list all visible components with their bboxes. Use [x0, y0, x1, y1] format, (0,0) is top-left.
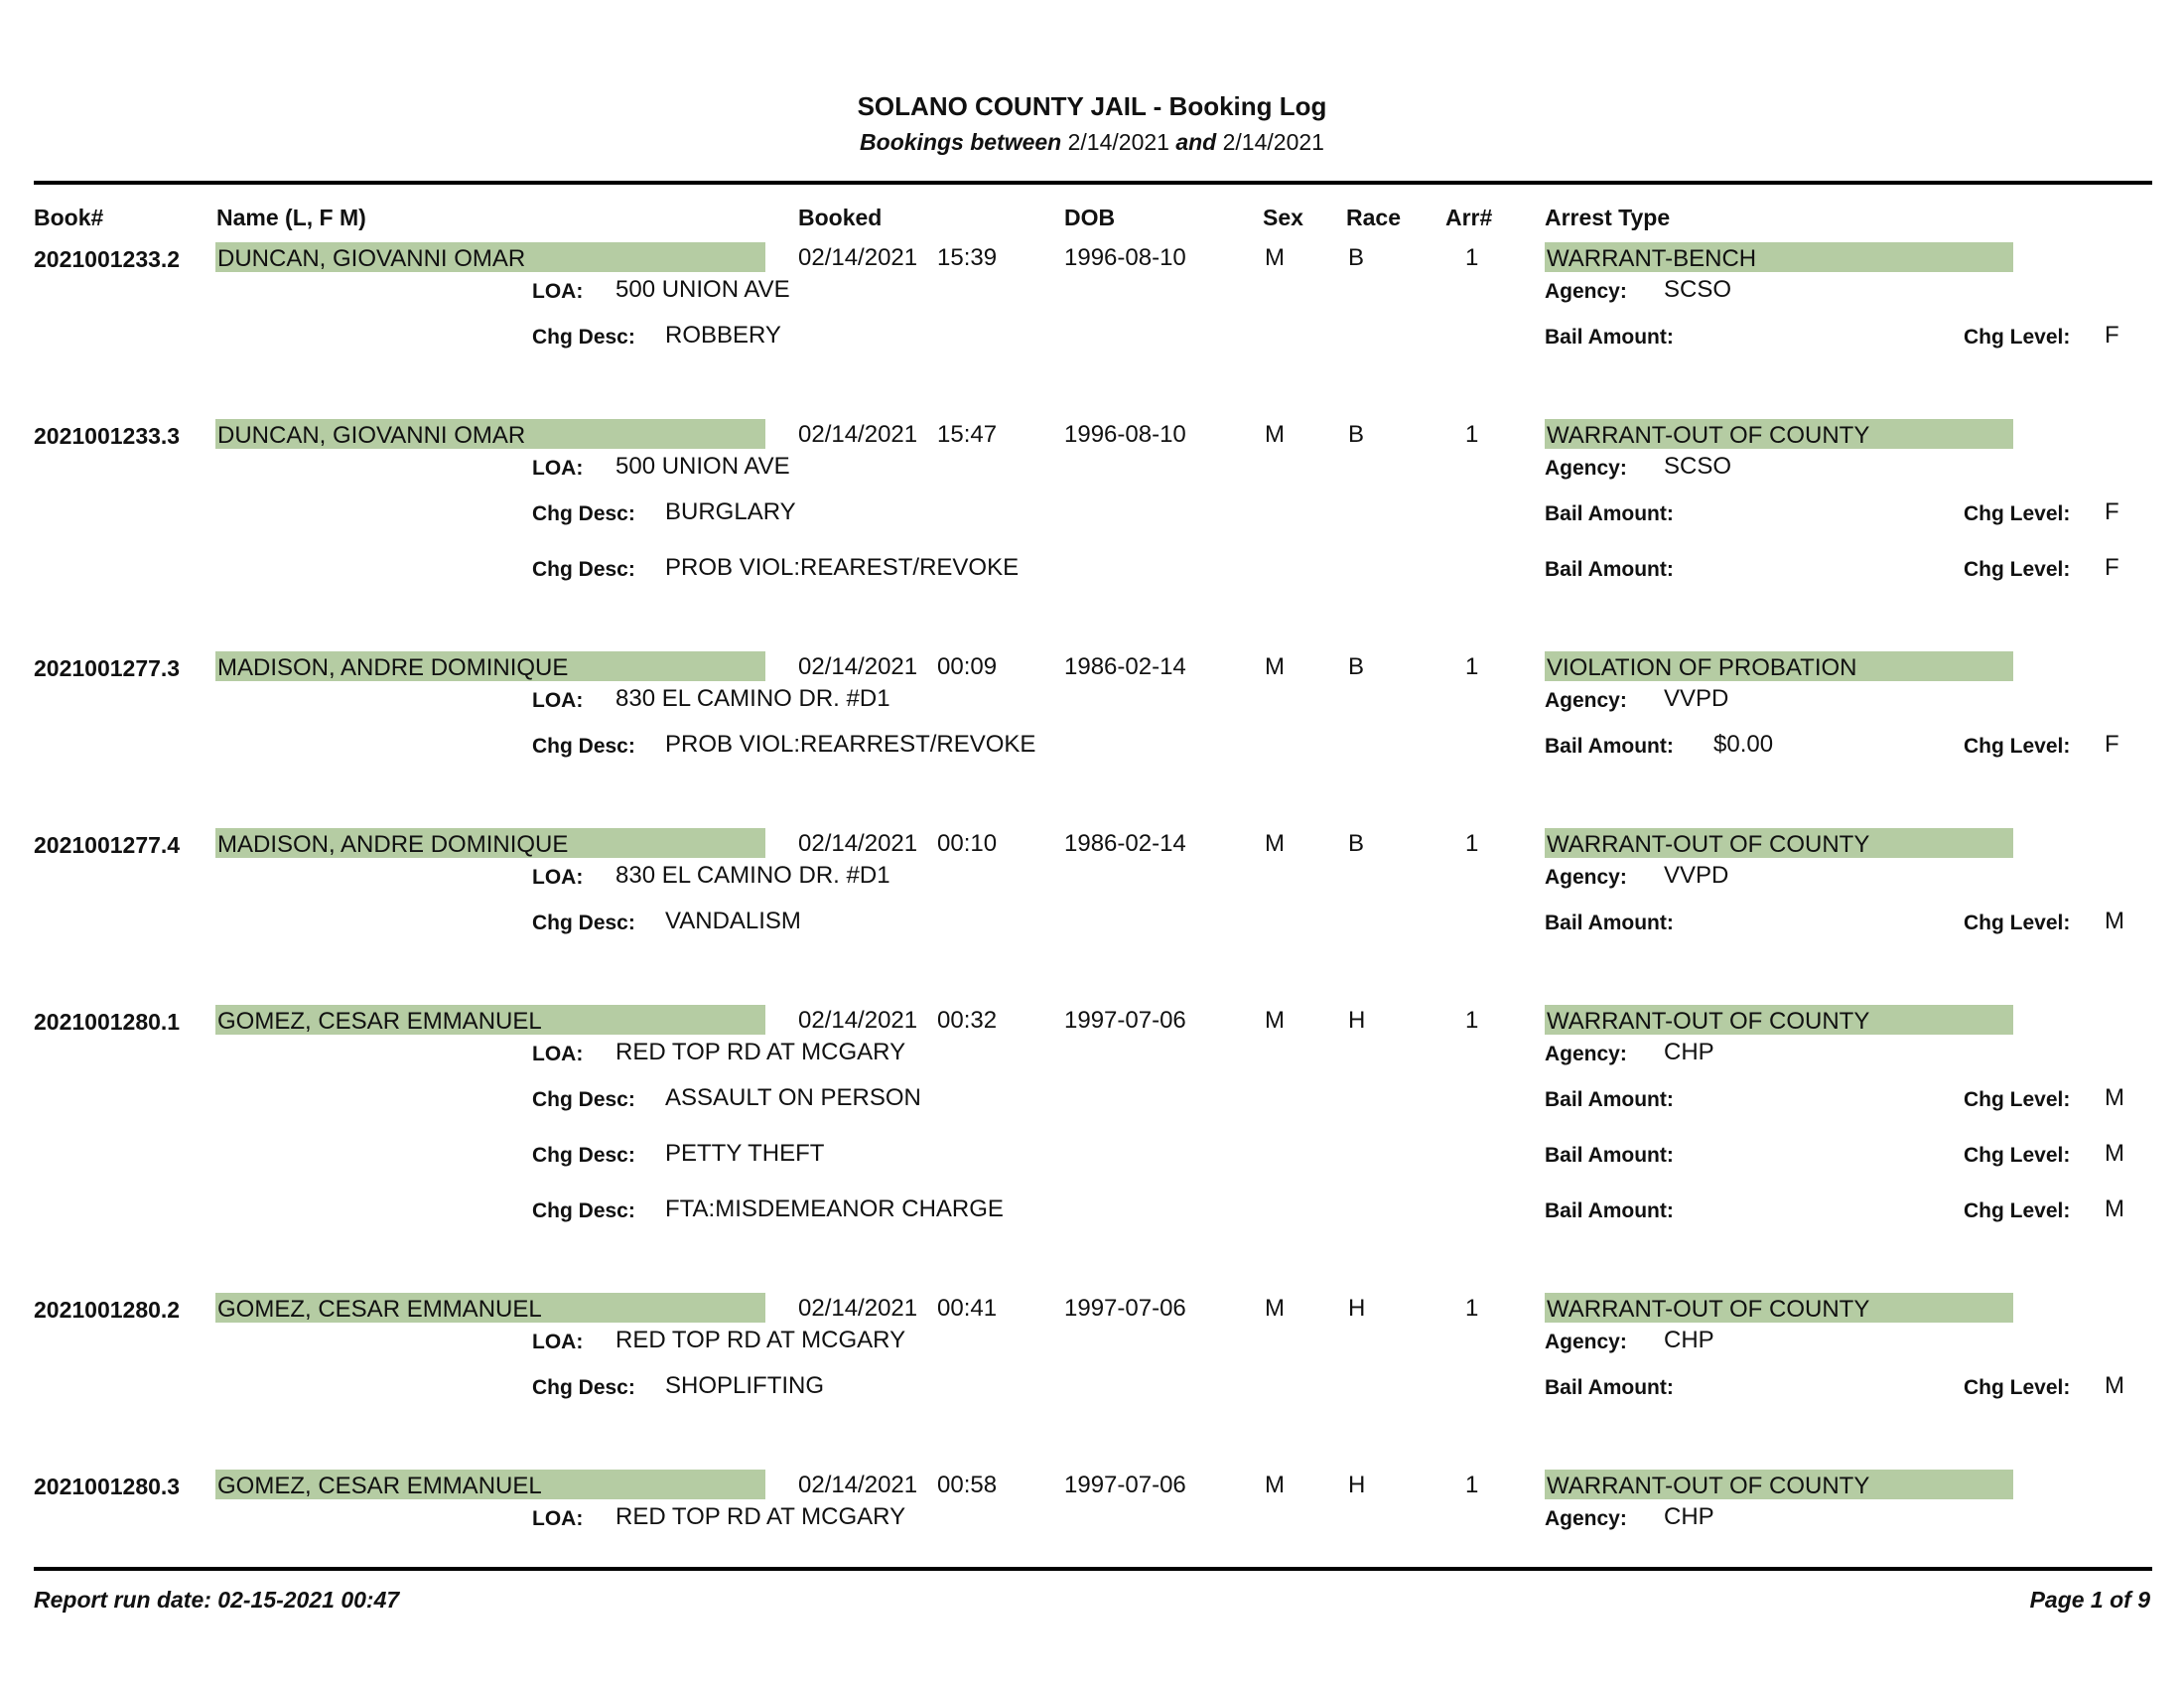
chg-level-value: F: [2105, 554, 2119, 581]
dob-value: 1997-07-06: [1064, 1007, 1186, 1034]
bottom-divider: [34, 1567, 2152, 1571]
sex-value: M: [1265, 1472, 1285, 1498]
loa-label: LOA:: [532, 1043, 584, 1065]
dob-value: 1996-08-10: [1064, 421, 1186, 448]
race-value: B: [1348, 421, 1365, 448]
booking-record: [0, 820, 2184, 935]
col-dob: DOB: [1064, 205, 1116, 230]
race-value: B: [1348, 244, 1365, 271]
subtitle-prefix: Bookings between: [860, 129, 1062, 155]
booking-record: [0, 643, 2184, 759]
chg-level-value: M: [2105, 1140, 2124, 1167]
loa-label: LOA:: [532, 689, 584, 712]
sex-value: M: [1265, 421, 1285, 448]
chg-desc-label: Chg Desc:: [532, 1088, 635, 1111]
loa-value: 830 EL CAMINO DR. #D1: [615, 685, 890, 712]
arrest-number: 1: [1465, 1295, 1479, 1322]
chg-level-value: M: [2105, 1372, 2124, 1399]
chg-level-value: F: [2105, 731, 2119, 758]
chg-level-label: Chg Level:: [1964, 1376, 2071, 1399]
race-value: B: [1348, 830, 1365, 857]
inmate-name: GOMEZ, CESAR EMMANUEL: [215, 1293, 765, 1323]
booking-record: [0, 1285, 2184, 1400]
report-run-date: Report run date: 02-15-2021 00:47: [34, 1587, 400, 1613]
sex-value: M: [1265, 1295, 1285, 1322]
agency-value: VVPD: [1664, 862, 1729, 889]
dob-value: 1997-07-06: [1064, 1295, 1186, 1322]
col-book: Book#: [34, 205, 104, 230]
chg-level-label: Chg Level:: [1964, 326, 2071, 349]
chg-level-label: Chg Level:: [1964, 502, 2071, 525]
booked-date: 02/14/2021: [798, 1472, 918, 1498]
arrest-number: 1: [1465, 1007, 1479, 1034]
booking-record: [0, 234, 2184, 350]
loa-label: LOA:: [532, 1331, 584, 1353]
inmate-name: DUNCAN, GIOVANNI OMAR: [215, 242, 765, 272]
loa-value: RED TOP RD AT MCGARY: [615, 1503, 906, 1530]
bail-amount-label: Bail Amount:: [1545, 1144, 1674, 1167]
bail-amount-label: Bail Amount:: [1545, 558, 1674, 581]
bail-amount-label: Bail Amount:: [1545, 326, 1674, 349]
book-number: 2021001233.2: [34, 246, 181, 272]
loa-label: LOA:: [532, 457, 584, 480]
col-sex: Sex: [1263, 205, 1303, 230]
loa-value: RED TOP RD AT MCGARY: [615, 1327, 906, 1353]
sex-value: M: [1265, 653, 1285, 680]
chg-desc-label: Chg Desc:: [532, 735, 635, 758]
agency-value: CHP: [1664, 1039, 1714, 1065]
loa-value: RED TOP RD AT MCGARY: [615, 1039, 906, 1065]
booked-date: 02/14/2021: [798, 830, 918, 857]
sex-value: M: [1265, 1007, 1285, 1034]
chg-level-value: M: [2105, 1196, 2124, 1222]
chg-desc-value: PROB VIOL:REAREST/REVOKE: [665, 554, 1020, 581]
col-race: Race: [1346, 205, 1401, 230]
booked-time: 00:58: [937, 1472, 998, 1498]
booked-time: 00:32: [937, 1007, 998, 1034]
chg-desc-value: ROBBERY: [665, 322, 781, 349]
chg-desc-value: ASSAULT ON PERSON: [665, 1084, 921, 1111]
subtitle-and: and: [1175, 129, 1217, 155]
charge-row: [0, 731, 2184, 771]
booked-date: 02/14/2021: [798, 244, 918, 271]
loa-value: 830 EL CAMINO DR. #D1: [615, 862, 890, 889]
bail-amount-value: $0.00: [1713, 731, 1774, 758]
booked-date: 02/14/2021: [798, 653, 918, 680]
chg-desc-value: SHOPLIFTING: [665, 1372, 825, 1399]
chg-desc-label: Chg Desc:: [532, 1199, 635, 1222]
agency-label: Agency:: [1545, 689, 1627, 712]
race-value: H: [1348, 1007, 1366, 1034]
inmate-name: DUNCAN, GIOVANNI OMAR: [215, 419, 765, 449]
agency-value: SCSO: [1664, 276, 1732, 303]
charge-row: [0, 1196, 2184, 1235]
booking-record: [0, 411, 2184, 582]
loa-value: 500 UNION AVE: [615, 453, 790, 480]
bail-amount-label: Bail Amount:: [1545, 735, 1674, 758]
inmate-name: MADISON, ANDRE DOMINIQUE: [215, 828, 765, 858]
chg-desc-label: Chg Desc:: [532, 1376, 635, 1399]
booked-time: 00:10: [937, 830, 998, 857]
race-value: H: [1348, 1472, 1366, 1498]
agency-label: Agency:: [1545, 1043, 1627, 1065]
bail-amount-label: Bail Amount:: [1545, 1376, 1674, 1399]
dob-value: 1986-02-14: [1064, 653, 1186, 680]
loa-label: LOA:: [532, 280, 584, 303]
inmate-name: MADISON, ANDRE DOMINIQUE: [215, 651, 765, 681]
chg-desc-label: Chg Desc:: [532, 1144, 635, 1167]
sex-value: M: [1265, 830, 1285, 857]
chg-desc-value: VANDALISM: [665, 908, 801, 934]
arrest-type: VIOLATION OF PROBATION: [1545, 651, 2013, 681]
dob-value: 1997-07-06: [1064, 1472, 1186, 1498]
chg-level-value: M: [2105, 908, 2124, 934]
page-number: Page 1 of 9: [2029, 1587, 2150, 1613]
chg-level-label: Chg Level:: [1964, 735, 2071, 758]
chg-level-label: Chg Level:: [1964, 1088, 2071, 1111]
chg-desc-label: Chg Desc:: [532, 326, 635, 349]
booked-time: 15:47: [937, 421, 998, 448]
chg-desc-value: PETTY THEFT: [665, 1140, 825, 1167]
charge-row: [0, 908, 2184, 947]
booked-date: 02/14/2021: [798, 421, 918, 448]
col-arr: Arr#: [1445, 205, 1493, 230]
loa-value: 500 UNION AVE: [615, 276, 790, 303]
arrest-number: 1: [1465, 421, 1479, 448]
charge-row: [0, 498, 2184, 538]
chg-level-label: Chg Level:: [1964, 1199, 2071, 1222]
chg-desc-label: Chg Desc:: [532, 912, 635, 934]
bail-amount-label: Bail Amount:: [1545, 502, 1674, 525]
arrest-number: 1: [1465, 1472, 1479, 1498]
book-number: 2021001233.3: [34, 423, 181, 449]
chg-desc-label: Chg Desc:: [532, 558, 635, 581]
agency-value: SCSO: [1664, 453, 1732, 480]
arrest-number: 1: [1465, 653, 1479, 680]
chg-level-value: F: [2105, 322, 2119, 349]
race-value: H: [1348, 1295, 1366, 1322]
arrest-type: WARRANT-OUT OF COUNTY: [1545, 828, 2013, 858]
chg-desc-value: BURGLARY: [665, 498, 796, 525]
dob-value: 1986-02-14: [1064, 830, 1186, 857]
book-number: 2021001280.2: [34, 1297, 181, 1323]
report-subtitle: [0, 129, 2184, 156]
agency-label: Agency:: [1545, 1507, 1627, 1530]
chg-desc-value: FTA:MISDEMEANOR CHARGE: [665, 1196, 1004, 1222]
booking-record: [0, 1462, 2184, 1531]
charge-row: [0, 322, 2184, 361]
booked-date: 02/14/2021: [798, 1007, 918, 1034]
col-booked: Booked: [798, 205, 883, 230]
agency-value: CHP: [1664, 1327, 1714, 1353]
bail-amount-label: Bail Amount:: [1545, 1088, 1674, 1111]
arrest-type: WARRANT-OUT OF COUNTY: [1545, 1293, 2013, 1323]
chg-desc-value: PROB VIOL:REARREST/REVOKE: [665, 731, 1036, 758]
book-number: 2021001280.3: [34, 1474, 181, 1499]
agency-value: CHP: [1664, 1503, 1714, 1530]
agency-value: VVPD: [1664, 685, 1729, 712]
agency-label: Agency:: [1545, 1331, 1627, 1353]
booking-record: [0, 997, 2184, 1223]
chg-level-label: Chg Level:: [1964, 912, 2071, 934]
arrest-number: 1: [1465, 830, 1479, 857]
booked-time: 00:09: [937, 653, 998, 680]
chg-level-label: Chg Level:: [1964, 558, 2071, 581]
agency-label: Agency:: [1545, 457, 1627, 480]
arrest-number: 1: [1465, 244, 1479, 271]
book-number: 2021001280.1: [34, 1009, 181, 1035]
book-number: 2021001277.4: [34, 832, 181, 858]
bail-amount-label: Bail Amount:: [1545, 1199, 1674, 1222]
chg-level-label: Chg Level:: [1964, 1144, 2071, 1167]
arrest-type: WARRANT-OUT OF COUNTY: [1545, 419, 2013, 449]
loa-label: LOA:: [532, 866, 584, 889]
col-arrest-type: Arrest Type: [1545, 205, 1671, 230]
inmate-name: GOMEZ, CESAR EMMANUEL: [215, 1005, 765, 1035]
charge-row: [0, 554, 2184, 594]
agency-label: Agency:: [1545, 280, 1627, 303]
booked-date: 02/14/2021: [798, 1295, 918, 1322]
arrest-type: WARRANT-OUT OF COUNTY: [1545, 1470, 2013, 1499]
start-date: 2/14/2021: [1067, 129, 1169, 155]
end-date: 2/14/2021: [1222, 129, 1324, 155]
arrest-type: WARRANT-BENCH: [1545, 242, 2013, 272]
booked-time: 15:39: [937, 244, 998, 271]
charge-row: [0, 1084, 2184, 1124]
agency-label: Agency:: [1545, 866, 1627, 889]
chg-desc-label: Chg Desc:: [532, 502, 635, 525]
loa-label: LOA:: [532, 1507, 584, 1530]
bail-amount-label: Bail Amount:: [1545, 912, 1674, 934]
chg-level-value: M: [2105, 1084, 2124, 1111]
charge-row: [0, 1140, 2184, 1180]
race-value: B: [1348, 653, 1365, 680]
col-name: Name (L, F M): [216, 205, 366, 230]
sex-value: M: [1265, 244, 1285, 271]
report-title: SOLANO COUNTY JAIL - Booking Log: [857, 91, 1327, 121]
book-number: 2021001277.3: [34, 655, 181, 681]
top-divider: [34, 181, 2152, 185]
chg-level-value: F: [2105, 498, 2119, 525]
charge-row: [0, 1372, 2184, 1412]
booked-time: 00:41: [937, 1295, 998, 1322]
arrest-type: WARRANT-OUT OF COUNTY: [1545, 1005, 2013, 1035]
inmate-name: GOMEZ, CESAR EMMANUEL: [215, 1470, 765, 1499]
dob-value: 1996-08-10: [1064, 244, 1186, 271]
